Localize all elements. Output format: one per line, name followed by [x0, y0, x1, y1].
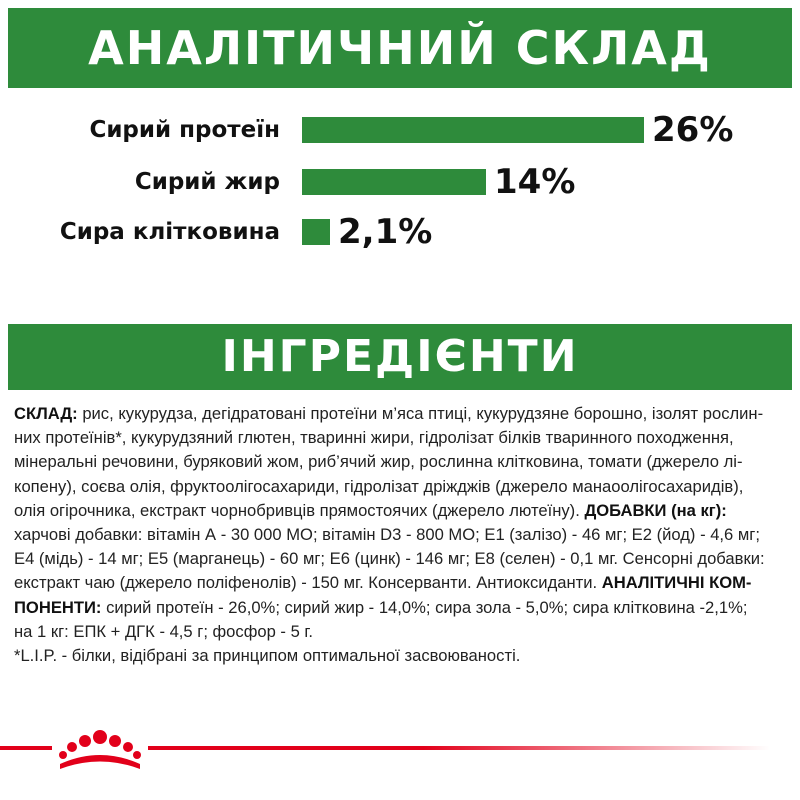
ingredients-line: ПОНЕНТИ: сирий протеїн - 26,0%; сирий жир - 14,0%; сира зола - 5,0%; сира клітковина -2,1%; [14, 597, 748, 617]
bar-label: Сира клітковина [59, 219, 280, 245]
ingredients-text [14, 402, 790, 668]
ingredients-line: олія огірочника, екстракт чорнобривців прямостоячих (джерело лютеїну). ДОБАВКИ (на кг): [14, 500, 727, 520]
ingredients-title: ІНГРЕДІЄНТИ [8, 324, 792, 390]
composition-heading: СКЛАД: [14, 404, 78, 423]
ingredients-line: на 1 кг: ЕПК + ДГК - 4,5 г; фосфор - 5 г. [14, 621, 314, 641]
analytical-heading: АНАЛІТИЧНІ КОМ- [601, 573, 752, 593]
analytical-heading-cont: ПОНЕНТИ: [14, 597, 102, 617]
bar-fill [302, 117, 644, 143]
bar-row-fat [0, 162, 800, 202]
royal-canin-crown-icon [52, 724, 148, 772]
ingredients-line: копену), соєва олія, фруктоолігосахариди, гідролізат дріжджів (джерело манаоолігосахаридів), [14, 476, 744, 496]
bar-value: 14% [494, 162, 576, 202]
ingredients-line: Е4 (мідь) - 14 мг; Е5 (марганець) - 60 мг; Е6 (цинк) - 146 мг; Е8 (селен) - 0,1 мг. Сенсорні добавки: [14, 549, 765, 569]
bar-label: Сирий жир [134, 169, 280, 195]
analytics-title: АНАЛІТИЧНИЙ СКЛАД [8, 8, 792, 88]
bar-row-protein [0, 110, 800, 150]
ingredients-line: екстракт чаю (джерело поліфенолів) - 150 мг. Консерванти. Антиоксиданти. АНАЛІТИЧНІ КОМ- [14, 573, 752, 593]
bar-row-fiber [0, 212, 800, 252]
ingredients-footnote: *L.I.P. - білки, відібрані за принципом оптимальної засвоюваності. [14, 646, 521, 666]
bar-value: 26% [652, 110, 734, 150]
bar-value: 2,1% [338, 212, 433, 252]
additives-heading: ДОБАВКИ (на кг): [584, 500, 727, 520]
ingredients-line: них протеїнів*, кукурудзяний глютен, тваринні жири, гідролізат білків тваринного походження, [14, 428, 734, 448]
ingredients-line: мінеральні речовини, буряковий жом, риб’ячий жир, рослинна клітковина, томати (джерело лі- [14, 452, 743, 472]
bar-label: Сирий протеїн [89, 117, 280, 143]
ingredients-line: СКЛАД: рис, кукурудза, дегідратовані протеїни м’яса птиці, кукурудзяне борошно, ізолят рослин- [14, 404, 764, 423]
bar-fill [302, 219, 330, 245]
bar-fill [302, 169, 486, 195]
ingredients-line: харчові добавки: вітамін А - 30 000 МО; вітамін D3 - 800 МО; Е1 (залізо) - 46 мг; Е2 (йод) - 4,6 мг; [14, 525, 760, 545]
